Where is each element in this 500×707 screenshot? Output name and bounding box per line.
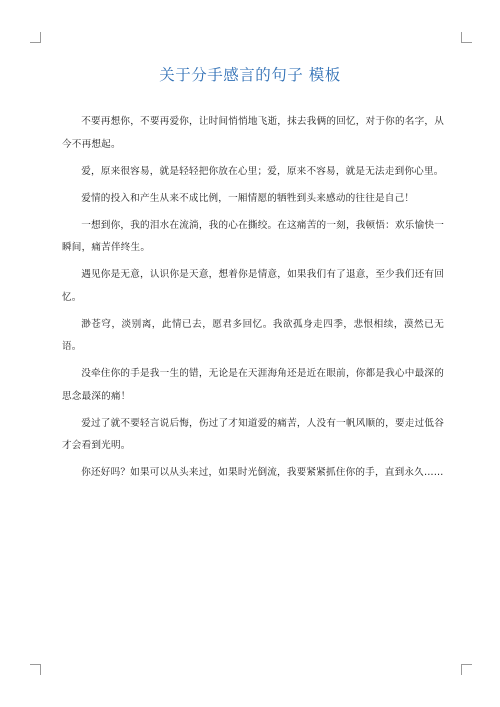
paragraph: 爱，原来很容易，就是轻轻把你放在心里；爱，原来不容易，就是无法走到你心里。 [81,165,444,177]
crop-mark-top-left [30,32,41,43]
document-body [62,111,444,489]
document-title: 关于分手感言的句子 模板 [159,66,341,84]
paragraph: 遇见你是无意，认识你是天意，想着你是情意，如果我们有了退意，至少我们还有回忆。 [62,269,444,303]
paragraph: 没牵住你的手是我一生的错，无论是在天涯海角还是近在眼前，你都是我心中最深的思念最深的痛！ [62,368,444,402]
paragraph: 爱过了就不要轻言说后悔，伤过了才知道爱的痛苦，人没有一帆风顺的，要走过低谷才会看到光明。 [62,417,444,451]
paragraph: 爱情的投入和产生从来不成比例，一厢情愿的牺牲到头来感动的往往是自己！ [81,192,415,204]
paragraph: 渺苍穹，淡别离，此情已去，愿君多回忆。我欲孤身走四季，悲恨相续，漠然已无语。 [62,318,444,352]
crop-mark-bottom-left [30,664,41,675]
crop-mark-bottom-right [461,664,472,675]
paragraph: 不要再想你，不要再爱你，让时间悄悄地飞逝，抹去我俩的回忆，对于你的名字，从今不再想起。 [62,116,444,150]
paragraph: 你还好吗？如果可以从头来过，如果时光倒流，我要紧紧抓住你的手，直到永久…… [81,467,444,478]
crop-mark-top-right [461,32,472,43]
paragraph: 一想到你，我的泪水在流淌，我的心在撕绞。在这痛苦的一刻，我顿悟：欢乐愉快一瞬间，痛苦伴终生。 [62,219,444,253]
